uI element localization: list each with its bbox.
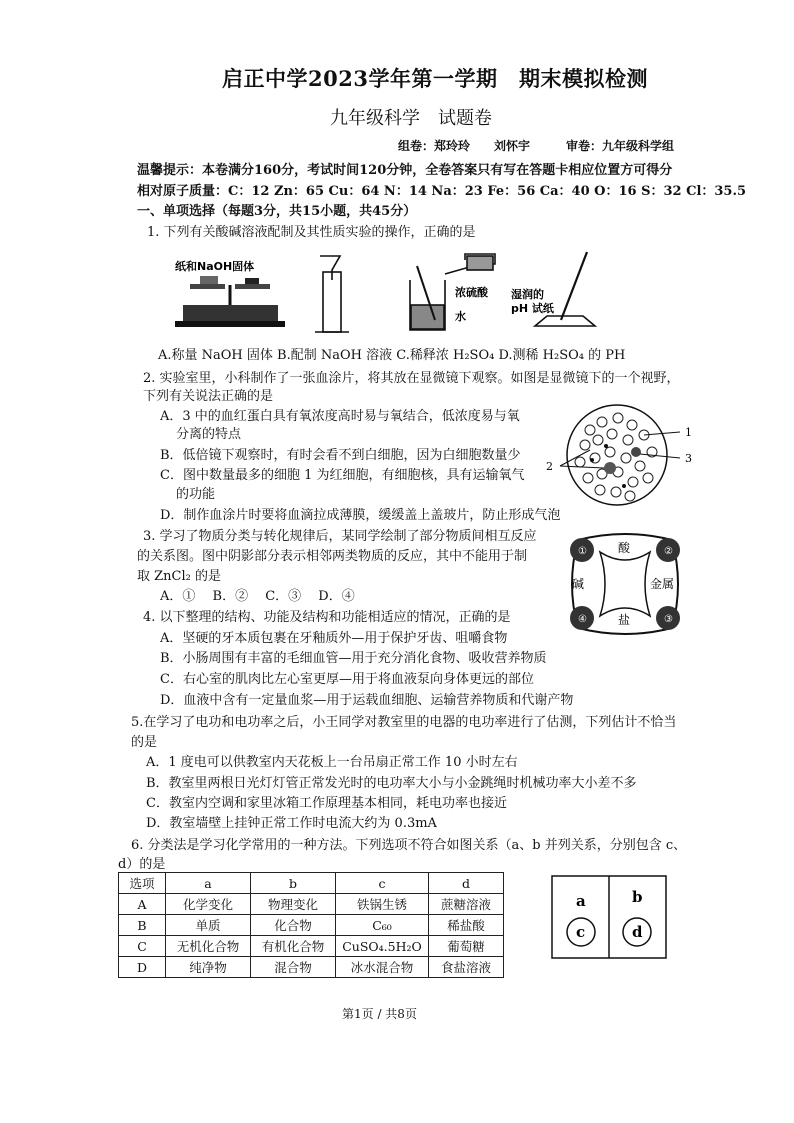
q2-option-c-2: 的功能 (176, 487, 216, 502)
section-heading: 一、单项选择（每题3分，共15小题，共45分） (137, 204, 417, 219)
table-cell: A (119, 894, 166, 915)
q2-option-c-1: C．图中数量最多的细胞 1 为红细胞，有细胞核，具有运输氧气 (160, 468, 525, 483)
table-header: b (251, 873, 336, 894)
q4-option-b: B．小肠周围有丰富的毛细血管—用于充分消化食物、吸收营养物质 (160, 651, 547, 666)
table-row (119, 894, 504, 915)
table-header: d (429, 873, 504, 894)
set-d-label: d (632, 923, 643, 941)
q5-option-a: A．1 度电可以供教室内天花板上一台吊扇正常工作 10 小时左右 (146, 755, 518, 770)
exam-credits: 组卷：郑玲玲 刘怀宇 审卷：九年级科学组 (398, 139, 675, 153)
notice-text: 温馨提示：本卷满分160分，考试时间120分钟，全卷答案只有写在答题卡相应位置方可得分 (137, 163, 673, 178)
table-row (119, 936, 504, 957)
table-cell: 纯净物 (166, 957, 251, 978)
exam-subtitle: 九年级科学 试题卷 (330, 108, 492, 129)
table-header: a (166, 873, 251, 894)
q1-stem: 1. 下列有关酸碱溶液配制及其性质实验的操作，正确的是 (147, 225, 476, 240)
table-cell: 稀盐酸 (429, 915, 504, 936)
atomic-mass-text: 相对原子质量：C：12 Zn：65 Cu：64 N：14 Na：23 Fe：56 Ca：40 O：16 S：32 Cl：35.5 (137, 184, 747, 199)
table-cell: C₆₀ (336, 915, 429, 936)
q6-stem-2: d）的是 (118, 857, 166, 872)
q3-relation-figure (560, 528, 690, 640)
acid-label: 酸 (618, 541, 631, 555)
table-header-row (119, 873, 504, 894)
region-label-3: ③ (664, 614, 673, 625)
q1-options: A.称量 NaOH 固体 B.配制 NaOH 溶液 C.稀释浓 H₂SO₄ D.测稀 H₂SO₄ 的 PH (158, 348, 626, 363)
q1-figure (155, 250, 625, 338)
q5-stem-1: 5.在学习了电功和电功率之后，小王同学对教室里的电器的电功率进行了估测，下列估计不恰当 (131, 715, 677, 730)
table-cell: 葡萄糖 (429, 936, 504, 957)
region-label-2: ② (664, 546, 673, 557)
q2-stem-1: 2. 实验室里，小科制作了一张血涂片，将其放在显微镜下观察。如图是显微镜下的一个视野， (143, 371, 680, 386)
cell-label-3: 3 (685, 452, 692, 465)
fig-c-label2: 水 (455, 310, 466, 323)
region-label-4: ④ (578, 614, 587, 625)
q6-options-table (118, 872, 504, 978)
q4-option-d: D．血液中含有一定量血浆—用于运载血细胞、运输营养物质和代谢产物 (160, 693, 574, 708)
q4-stem: 4. 以下整理的结构、功能及结构和功能相适应的情况，正确的是 (143, 610, 511, 625)
table-cell: 铁锅生锈 (336, 894, 429, 915)
q6-venn-figure (550, 874, 668, 960)
q4-option-a: A．坚硬的牙本质包裹在牙釉质外—用于保护牙齿、咀嚼食物 (160, 631, 508, 646)
q3-stem-1: 3. 学习了物质分类与转化规律后，某同学绘制了部分物质间相互反应 (143, 529, 537, 544)
table-cell: 单质 (166, 915, 251, 936)
table-cell: D (119, 957, 166, 978)
q2-option-a-1: A．3 中的血红蛋白具有氧浓度高时易与氧结合，低浓度易与氧 (160, 409, 520, 424)
region-label-1: ① (578, 546, 587, 557)
table-cell: 蔗糖溶液 (429, 894, 504, 915)
set-a-label: a (576, 892, 586, 910)
table-cell: 混合物 (251, 957, 336, 978)
q2-option-d: D．制作血涂片时要将血滴拉成薄膜，缓缓盖上盖玻片，防止形成气泡 (160, 508, 561, 523)
table-cell: 食盐溶液 (429, 957, 504, 978)
fig-a-label: 纸和NaOH固体 (175, 260, 255, 273)
cell-label-1: 1 (685, 426, 692, 439)
table-cell: B (119, 915, 166, 936)
q4-option-c: C．右心室的肌肉比左心室更厚—用于将血液泵向身体更远的部位 (160, 672, 534, 687)
q2-microscope-figure (540, 400, 700, 510)
table-cell: C (119, 936, 166, 957)
base-label: 碱 (572, 577, 585, 591)
fig-c-label1: 浓硫酸 (455, 286, 488, 299)
q5-stem-2: 的是 (131, 735, 158, 750)
table-cell: 有机化合物 (251, 936, 336, 957)
cylinder-icon (315, 256, 349, 332)
q5-option-b: B．教室里两根日光灯灯管正常发光时的电功率大小与小金跳绳时机械功率大小差不多 (146, 776, 637, 791)
set-c-label: c (576, 923, 586, 941)
table-cell: CuSO₄.5H₂O (336, 936, 429, 957)
table-cell: 化学变化 (166, 894, 251, 915)
cell-label-2: 2 (546, 460, 553, 473)
q2-option-a-2: 分离的特点 (176, 427, 242, 442)
table-cell: 化合物 (251, 915, 336, 936)
table-cell: 物理变化 (251, 894, 336, 915)
q3-stem-3: 取 ZnCl₂ 的是 (137, 569, 221, 584)
q3-stem-2: 的关系图。图中阴影部分表示相邻两类物质的反应，其中不能用于制 (137, 549, 528, 564)
table-row (119, 915, 504, 936)
q3-options: A．① B．② C．③ D．④ (160, 589, 355, 604)
set-b-label: b (632, 888, 643, 906)
table-header: 选项 (119, 873, 166, 894)
exam-title: 启正中学2023学年第一学期 期末模拟检测 (222, 66, 648, 91)
page-number: 第1页 / 共8页 (342, 1007, 417, 1021)
metal-label: 金属 (650, 577, 675, 591)
q5-option-d: D．教室墙壁上挂钟正常工作时电流大约为 0.3mA (146, 816, 437, 831)
q5-option-c: C．教室内空调和家里冰箱工作原理基本相同，耗电功率也接近 (146, 796, 507, 811)
table-cell: 无机化合物 (166, 936, 251, 957)
q2-stem-2: 下列有关说法正确的是 (143, 389, 274, 404)
balance-icon (175, 276, 285, 327)
table-cell: 冰水混合物 (336, 957, 429, 978)
q6-stem-1: 6. 分类法是学习化学常用的一种方法。下列选项不符合如图关系（a、b 并列关系，分别包含 c、 (131, 838, 687, 853)
q2-option-b: B．低倍镜下观察时，有时会看不到白细胞，因为白细胞数量少 (160, 448, 521, 463)
table-header: c (336, 873, 429, 894)
fig-d-label2: pH 试纸 (511, 302, 554, 315)
fig-d-label1: 湿润的 (511, 288, 544, 301)
table-row (119, 957, 504, 978)
salt-label: 盐 (618, 613, 631, 627)
